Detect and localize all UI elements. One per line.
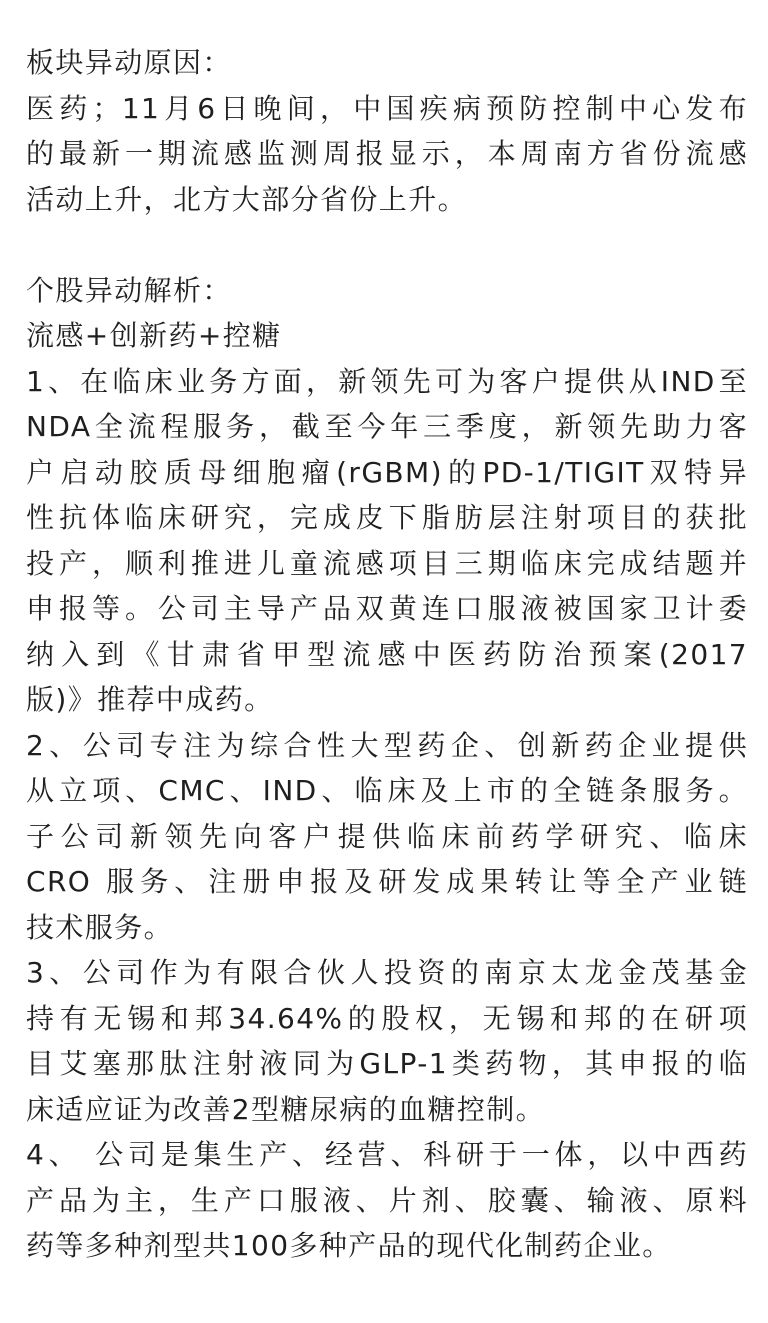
point-line: 药等多种剂型共100多种产品的现代化制药企业。 [26,1229,672,1262]
point-line: 持有无锡和邦34.64%的股权，无锡和邦的在研项 [26,1001,748,1035]
point-line: CRO 服务、注册申报及研发成果转让等全产业链 [26,865,748,898]
analysis-point-2 [26,723,748,951]
reason-line: 活动上升，北方大部分省份上升。 [26,182,468,216]
reason-line: 医药；11月6日晚间，中国疾病预防控制中心发布 [26,91,748,125]
section-heading-analysis: 个股异动解析： [26,273,232,307]
section-analysis [26,268,748,1269]
point-line: 床适应证为改善2型糖尿病的血糖控制。 [26,1092,546,1126]
article-body [26,40,748,1269]
point-line: 投产，顺利推进儿童流感项目三期临床完成结题并 [26,546,748,580]
point-line: 性抗体临床研究，完成皮下脂肪层注射项目的获批 [26,501,748,534]
reason-line: 的最新一期流感监测周报显示，本周南方省份流感 [26,137,748,170]
analysis-point-3 [26,950,748,1132]
section-reason [26,40,748,222]
point-line: 4、 公司是集生产、经营、科研于一体，以中西药 [26,1138,748,1171]
point-line: 1、在临床业务方面，新领先可为客户提供从IND至 [26,364,748,398]
paragraph-gap [26,222,748,268]
analysis-point-4 [26,1132,748,1269]
point-line: 2、公司专注为综合性大型药企、创新药企业提供 [26,728,748,762]
point-line: 3、公司作为有限合伙人投资的南京太龙金茂基金 [26,956,748,989]
topic-tags: 流感+创新药+控糖 [26,319,282,352]
point-line: NDA全流程服务，截至今年三季度，新领先助力客 [26,410,748,443]
point-line: 子公司新领先向客户提供临床前药学研究、临床 [26,819,748,853]
point-line: 从立项、CMC、IND、临床及上市的全链条服务。 [26,774,748,807]
point-line: 版)》推荐中成药。 [26,683,274,716]
analysis-point-1 [26,359,748,723]
point-line: 申报等。公司主导产品双黄连口服液被国家卫计委 [26,592,748,625]
point-line: 目艾塞那肽注射液同为GLP-1类药物，其申报的临 [26,1047,748,1080]
point-line: 户启动胶质母细胞瘤(rGBM)的PD-1/TIGIT双特异 [26,455,748,489]
point-line: 技术服务。 [26,910,174,944]
section-heading-reason: 板块异动原因： [26,46,232,79]
point-line: 纳入到《甘肃省甲型流感中医药防治预案(2017 [26,637,748,671]
point-line: 产品为主，生产口服液、片剂、胶囊、输液、原料 [26,1183,748,1217]
